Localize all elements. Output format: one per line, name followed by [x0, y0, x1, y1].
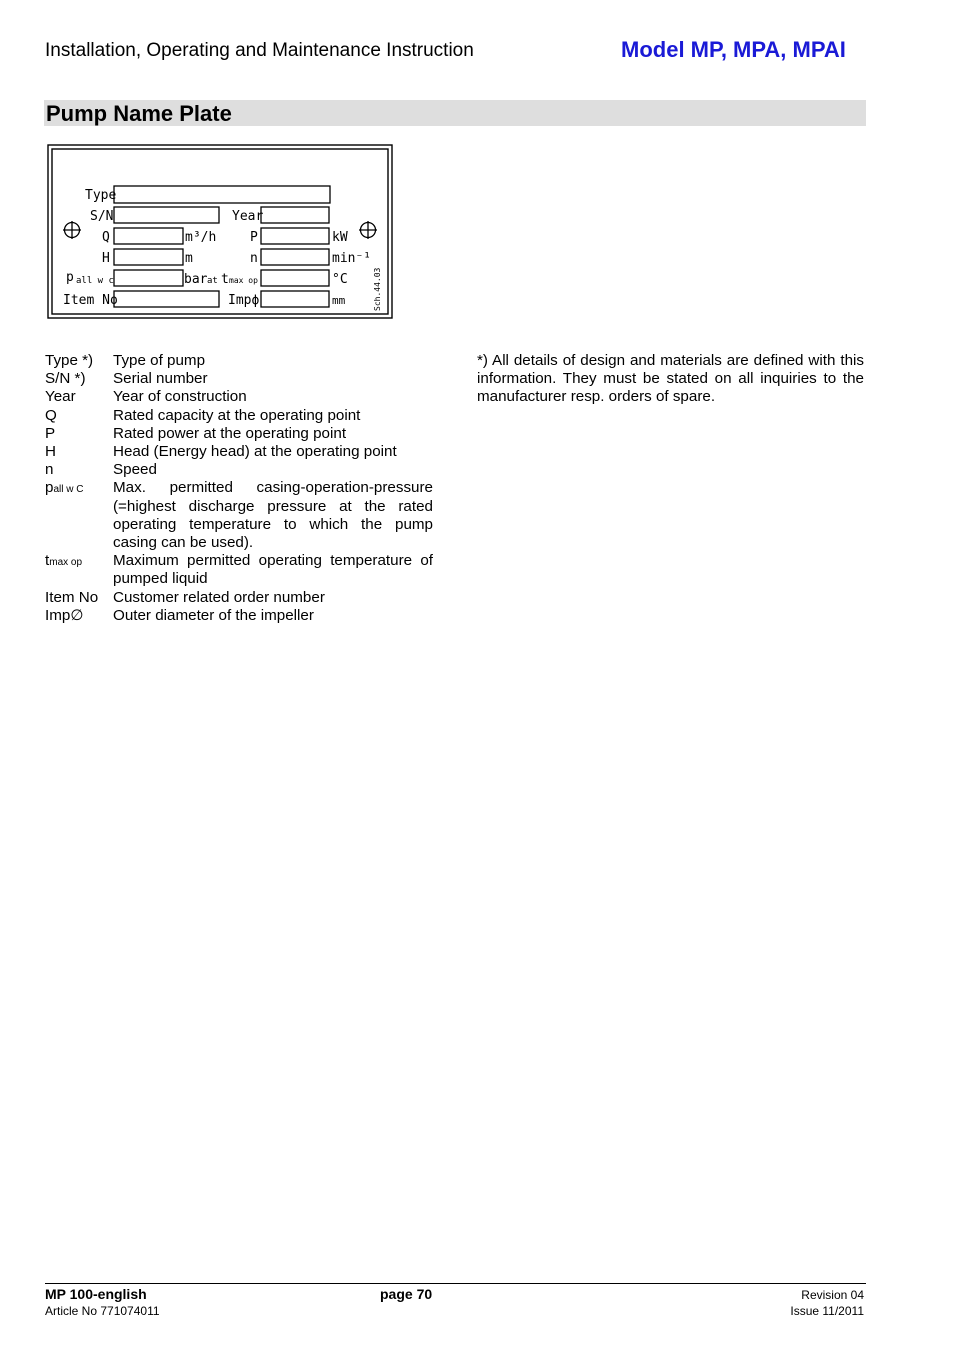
legend-row: [45, 352, 433, 370]
legend-row: [45, 589, 433, 607]
plate-label-sn: S/N: [90, 209, 114, 224]
plate-label-n-unit: min⁻¹: [332, 251, 372, 266]
mount-hole-left-icon: [63, 221, 81, 239]
plate-label-year: Year: [232, 209, 264, 224]
legend-term: H: [45, 443, 56, 461]
legend-row: [45, 552, 433, 588]
footnote-text: *) All details of design and materials are defined with this information. They must be stated on all inquiries to the manufacturer resp. orders of spare.: [477, 352, 864, 406]
legend-desc: Serial number: [113, 370, 208, 388]
legend-row: [45, 443, 433, 461]
legend-term: Item No: [45, 588, 99, 606]
legend-row: [45, 425, 433, 443]
legend-row: [45, 479, 433, 552]
legend-term: pall w C: [45, 479, 84, 497]
legend-row: [45, 461, 433, 479]
plate-label-q: Q: [102, 230, 110, 245]
footer-issue: Issue 11/2011: [790, 1304, 864, 1318]
plate-label-tmax-sub: max op: [229, 276, 258, 285]
document-title: Installation, Operating and Maintenance Instruction: [45, 40, 474, 61]
plate-label-type: Type: [85, 188, 117, 203]
plate-label-item-no: Item No: [63, 293, 118, 308]
legend-term: Type *): [45, 352, 94, 369]
field-p: [261, 228, 329, 244]
legend-desc: Rated capacity at the operating point: [113, 406, 361, 424]
legend-desc: Speed: [113, 461, 157, 479]
plate-label-p: P: [250, 230, 258, 245]
footer-document: MP 100-english: [45, 1286, 147, 1302]
footer-article-number: Article No 771074011: [45, 1304, 160, 1318]
legend-list: [45, 352, 433, 625]
pump-name-plate-figure: [46, 143, 394, 321]
plate-label-at: at: [207, 276, 218, 286]
field-pall: [114, 270, 183, 286]
legend-term: tmax op: [45, 552, 83, 570]
legend-term: n: [45, 461, 54, 479]
legend-term: Year: [45, 388, 76, 406]
legend-desc: Maximum permitted operating temperature of pumped liquid: [113, 552, 433, 588]
plate-label-n: n: [250, 251, 258, 266]
plate-label-bar: bar: [184, 272, 208, 287]
footer-page-number: page 70: [380, 1286, 433, 1302]
legend-row: [45, 370, 433, 388]
legend-desc: Year of construction: [113, 388, 247, 406]
plate-label-tmax: t: [221, 272, 229, 287]
field-type: [114, 186, 330, 203]
field-year: [261, 207, 329, 223]
field-sn: [114, 207, 219, 223]
legend-row: [45, 407, 433, 425]
legend-desc: Head (Energy head) at the operating point: [113, 443, 397, 461]
section-heading: Pump Name Plate: [44, 100, 866, 126]
legend-desc: Customer related order number: [113, 588, 325, 606]
field-h: [114, 249, 183, 265]
field-item-no: [114, 291, 219, 307]
plate-label-pall-sub: all w c: [76, 276, 114, 286]
legend-term: Imp∅: [45, 606, 84, 624]
legend-desc: Type of pump: [113, 352, 206, 369]
legend-term: P: [45, 424, 56, 442]
plate-label-mm: mm: [332, 294, 346, 307]
legend-row: [45, 607, 433, 625]
field-q: [114, 228, 183, 244]
plate-label-pall: p: [66, 270, 74, 285]
plate-label-imp: Impϕ: [228, 293, 260, 308]
model-title: Model MP, MPA, MPAI: [621, 37, 846, 62]
plate-label-deg-c: °C: [332, 272, 348, 287]
field-n: [261, 249, 329, 265]
plate-label-q-unit: m³/h: [185, 230, 217, 245]
plate-label-h-unit: m: [185, 251, 193, 266]
legend-row: [45, 388, 433, 406]
footer-divider: [45, 1283, 866, 1284]
plate-label-p-unit: kW: [332, 230, 348, 245]
legend-desc: Max. permitted casing-operation-pressure (=highest discharge pressure at the rated operating temperature to which the pump casing can be used).: [113, 479, 433, 552]
plate-label-h: H: [102, 251, 110, 266]
legend-desc: Outer diameter of the impeller: [113, 606, 314, 624]
field-imp: [261, 291, 329, 307]
legend-term: S/N *): [45, 370, 86, 388]
legend-desc: Rated power at the operating point: [113, 424, 347, 442]
plate-drawing-number: Sch.44.03: [373, 267, 382, 311]
legend-term: Q: [45, 406, 57, 424]
footer-revision: Revision 04: [801, 1288, 864, 1302]
field-tmax: [261, 270, 329, 286]
mount-hole-right-icon: [359, 221, 377, 239]
